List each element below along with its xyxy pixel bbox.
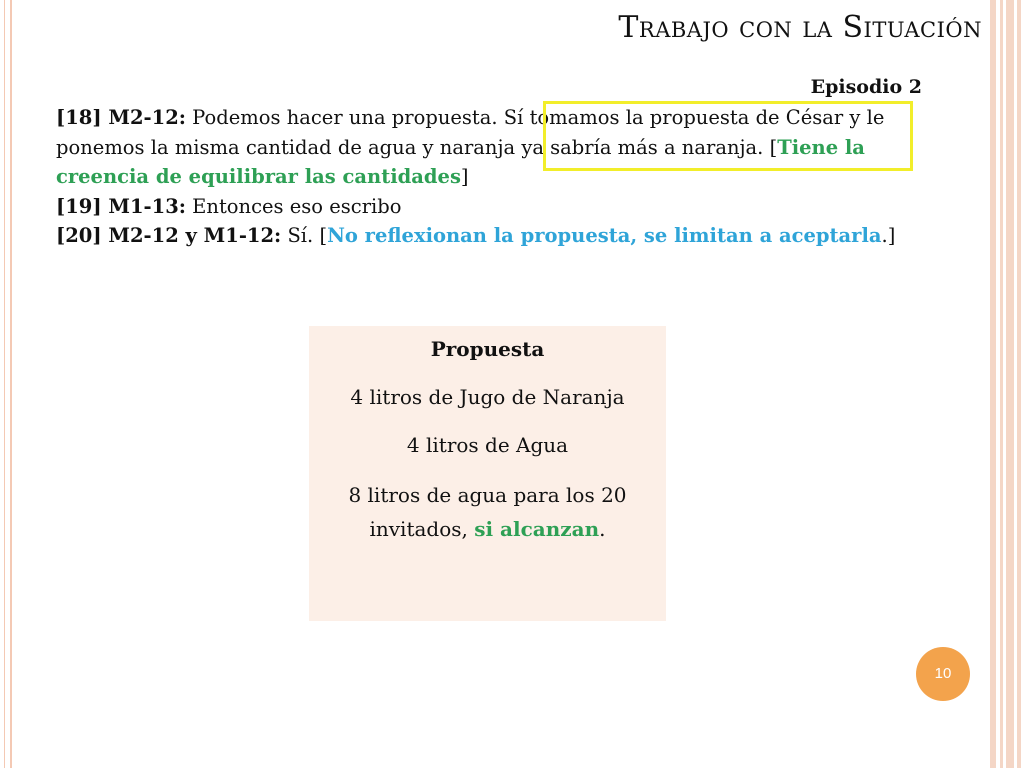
proposal-total-end: . bbox=[599, 517, 606, 541]
proposal-total-highlight: si alcanzan bbox=[474, 517, 600, 541]
proposal-line-water: 4 litros de Agua bbox=[406, 433, 569, 457]
speaker-label: [19] M1-13: bbox=[56, 194, 186, 218]
slide-title: Trabajo con la Situación bbox=[618, 10, 982, 45]
utterance-text: Entonces eso escribo bbox=[185, 194, 402, 218]
proposal-line-total bbox=[309, 478, 666, 546]
utterance-text: Sí. [ bbox=[281, 224, 328, 247]
annotation-close: ] bbox=[460, 165, 469, 188]
annotation-text: Tiene la creencia de equilibrar las cantidades bbox=[56, 135, 865, 188]
speaker-label: [18] M2-12: bbox=[56, 106, 186, 129]
proposal-title: Propuesta bbox=[430, 337, 545, 361]
proposal-box bbox=[309, 326, 666, 621]
annotation-text: No reflexionan la propuesta, se limitan a aceptarla bbox=[327, 224, 882, 247]
transcript-line-20 bbox=[56, 221, 916, 251]
highlight-rectangle bbox=[543, 101, 913, 171]
proposal-total-text: 8 litros de agua para los 20 invitados, bbox=[348, 483, 627, 541]
annotation-close: .] bbox=[881, 224, 896, 247]
episode-label: Episodio 2 bbox=[810, 76, 922, 98]
left-border-decoration bbox=[0, 0, 12, 768]
utterance-text: Podemos hacer una propuesta. Sí tomamos la propuesta de César y le ponemos la misma cantidad de agua y naranja ya sabría más a naranja. [ bbox=[56, 106, 885, 159]
page-number-badge: 10 bbox=[916, 647, 970, 701]
right-border-decoration bbox=[990, 0, 1024, 768]
proposal-line-juice: 4 litros de Jugo de Naranja bbox=[350, 385, 625, 409]
transcript-line-19 bbox=[56, 192, 916, 222]
speaker-label: [20] M2-12 y M1-12: bbox=[56, 224, 282, 247]
